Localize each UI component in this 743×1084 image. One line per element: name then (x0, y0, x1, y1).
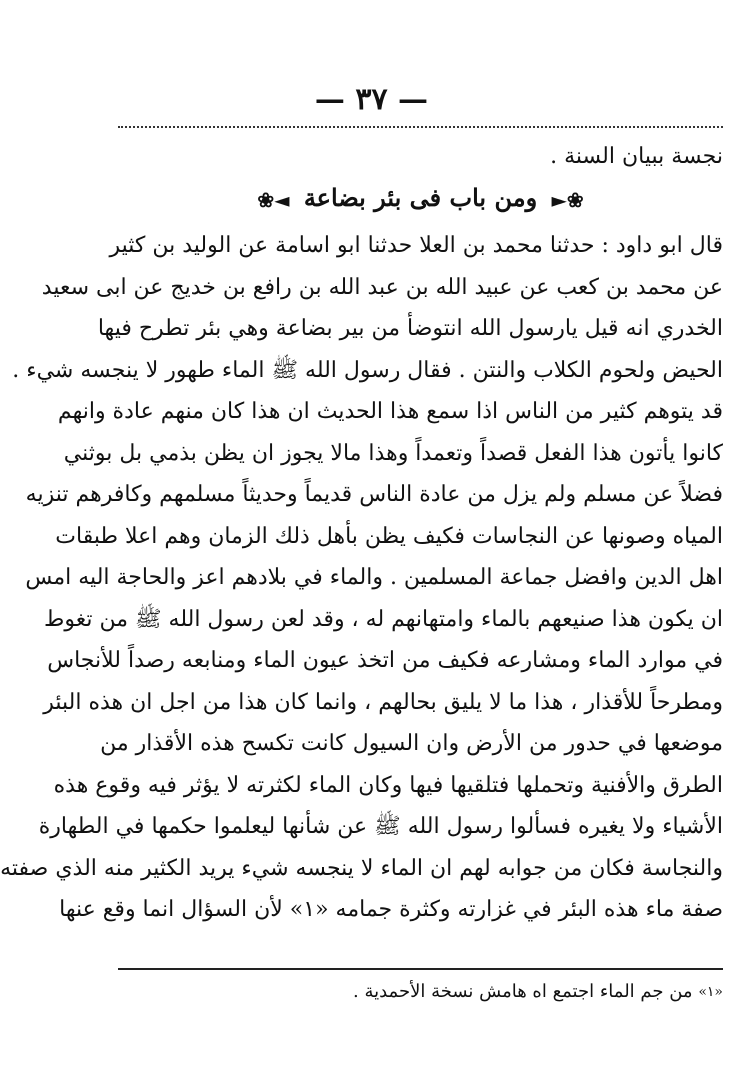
section-heading (118, 178, 723, 220)
section-heading-text: ومن باب فى بئر بضاعة (303, 183, 538, 212)
body-line: الخدري انه قيل يارسول الله انتوضأ من بير بضاعة وهي بئر تطرح فيها (97, 316, 723, 341)
page-number: — ٣٧ — (314, 82, 429, 117)
body-line: الأشياء ولا يغيره فسألوا رسول الله ﷺ عن شأنها ليعلموا حكمها في الطهارة (38, 814, 723, 839)
body-line: كانوا يأتون هذا الفعل قصداً وتعمداً وهذا مالا يجوز ان يظن بذمي بل بوثني (63, 440, 723, 466)
body-line: المياه وصونها عن النجاسات فكيف يظن بأهل ذلك الزمان وهم اعلا طبقات (55, 523, 723, 549)
body-line: الطرق والأفنية وتحملها فتلقيها فيها وكان الماء لكثرته لا يؤثر فيه وقوع هذه (53, 772, 723, 798)
opening-line: نجسة ببيان السنة . (550, 144, 723, 169)
ornament-left: ◄❀ (257, 187, 290, 212)
body-line: ان يكون هذا صنيعهم بالماء وامتهانهم له ، وقد لعن رسول الله ﷺ من تغوط (44, 606, 723, 632)
ornament-right: ❀► (551, 187, 584, 212)
body-line: قال ابو داود : حدثنا محمد بن العلا حدثنا ابو اسامة عن الوليد بن كثير (109, 233, 723, 258)
footnote-rule (118, 968, 723, 970)
header-dotted-rule (118, 126, 723, 128)
body-line: قد يتوهم كثير من الناس اذا سمع هذا الحديث ان هذا كان منهم عادة وانهم (57, 399, 723, 424)
body-line: الحيض ولحوم الكلاب والنتن . فقال رسول الله ﷺ الماء طهور لا ينجسه شيء . (12, 357, 723, 383)
body-line: موضعها في حدور من الأرض وان السيول كانت تكسح هذه الأقذار من (100, 731, 723, 756)
footnote-text: من جم الماء اجتمع اه هامش نسخة الأحمدية . (353, 981, 693, 1002)
body-line: فضلاً عن مسلم ولم يزل من عادة الناس قديماً وحديثاً مسلمهم وكافرهم تنزيه (25, 482, 723, 507)
body-line: صفة ماء هذه البئر في غزارته وكثرة جمامه «١» لأن السؤال انما وقع عنها (59, 897, 723, 922)
footnote (118, 976, 723, 1008)
body-line: في موارد الماء ومشارعه فكيف من اتخذ عيون الماء ومنابعه رصداً للأنجاس (47, 648, 723, 673)
body-line: اهل الدين وافضل جماعة المسلمين . والماء في بلادهم اعز والحاجة اليه امس (25, 565, 723, 590)
body-line: والنجاسة فكان من جوابه لهم ان الماء لا ينجسه شيء يريد الكثير منه الذي صفته (0, 855, 723, 881)
footnote-marker: «١» (698, 984, 723, 1000)
body-line: ومطرحاً للأقذار ، هذا ما لا يليق بحالهم ، وانما كان هذا من اجل ان هذه البئر (43, 689, 723, 715)
body-line: عن محمد بن كعب عن عبيد الله بن عبد الله بن رافع بن خديج عن ابى سعيد (41, 274, 723, 300)
